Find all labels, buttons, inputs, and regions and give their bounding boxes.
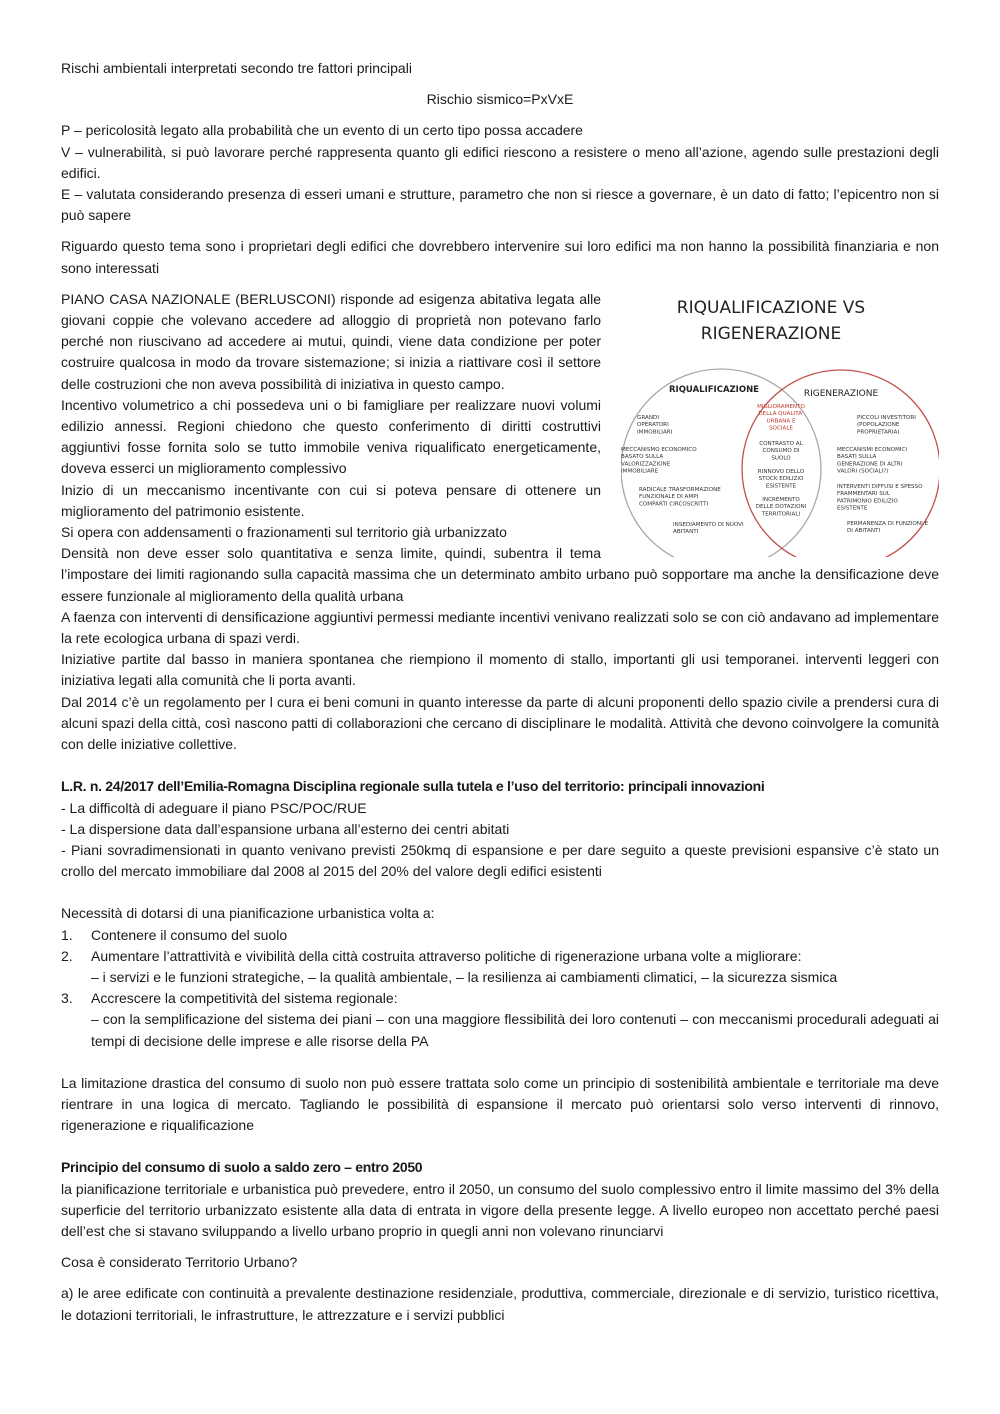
lr-bullet-1: - La difficoltà di adeguare il piano PSC/POC/RUE	[61, 799, 367, 816]
document-page	[61, 58, 939, 1326]
necessita-list	[61, 925, 939, 1052]
venn-right-item: PICCOLI INVESTITORI (POPOLAZIONE PROPRIETARIA)	[857, 414, 916, 436]
piano-casa-p8: Dal 2014 c’è un regolamento per l cura ei beni comuni in quanto interesse da parte di alcuni proponenti dello spazio civile a prendersi cura di alcuni spazi della città, così nascono patti di collaborazioni che cercano di disciplinare le modalità. Attività che devono coinvolgere la comunità con delle iniziative collettive.	[61, 693, 939, 753]
list-item-text: Aumentare l’attrattività e vivibilità della città costruita attraverso politiche di rigenerazione urbana volte a migliorare:	[91, 947, 802, 964]
piano-casa-p4: Si opera con addensamenti o frazionamenti sul territorio già urbanizzato	[61, 524, 507, 541]
venn-left-item: RADICALE TRASFORMAZIONE FUNZIONALE DI AMPI COMPARTI CIRCOSCRITTI	[639, 486, 721, 508]
territorio-answer-a: a) le aree edificate con continuità a prevalente destinazione residenziale, produttiva, commerciale, direzionale e di servizio, turistico ricettiva, le dotazioni territoriali, le infrastrutture, le attrezzature e i servizi pubblici	[61, 1285, 939, 1323]
piano-casa-p7: Iniziative partite dal basso in maniera spontanea che riempiono il momento di stallo, importanti gli usi temporanei. interventi leggeri con iniziativa legati alla comunità che li porta avanti.	[61, 651, 939, 689]
venn-center-item: CONTRASTO AL CONSUMO DI SUOLO	[759, 440, 803, 462]
list-item-number: 2.	[61, 947, 73, 964]
principio-heading: Principio del consumo di suolo a saldo zero – entro 2050	[61, 1159, 423, 1176]
lr-bullet-3: - Piani sovradimensionati in quanto venivano previsti 250kmq di espansione e per dare seguito a queste previsioni espansive c’è stato un crollo del mercato immobiliare dal 2008 al 2015 del 20% del valore degli edifici esistenti	[61, 841, 939, 880]
lr-heading: L.R. n. 24/2017 dell’Emilia-Romagna Disciplina regionale sulla tutela e l’uso del territorio: principali innovazioni	[61, 778, 765, 795]
v-factor: V – vulnerabilità, si può lavorare perché rappresenta quanto gli edifici riescono a resistere o meno all’azione, agendo sulle prestazioni degli edifici.	[61, 143, 939, 181]
list-item-number: 1.	[61, 926, 73, 943]
limitazione-paragraph: La limitazione drastica del consumo di suolo non può essere trattata solo come un principio di sostenibilità ambientale e territoriale ma deve rientrare in una logica di mercato. Tagliando le possibilità di espansione il mercato può orientarsi solo verso interventi di rinnovo, rigenerazione e riqualificazione	[61, 1074, 939, 1134]
list-item-subtext: – con la semplificazione del sistema dei piani – con una maggiore flessibilità dei loro contenuti – con meccanismi procedurali adeguati ai tempi di decisione delle imprese e alle risorse della PA	[91, 1011, 939, 1049]
list-item-text: Accrescere la competitività del sistema regionale:	[91, 990, 398, 1007]
seismic-formula: Rischio sismico=PxVxE	[426, 91, 574, 108]
e-factor: E – valutata considerando presenza di esseri umani e strutture, parametro che non si riesce a governare, è un dato di fatto; l’epicentro non si può sapere	[61, 186, 939, 224]
piano-casa-p5: Densità non deve esser solo quantitativa e senza limite, quindi, subentra il tema l’impostare dei limiti ragionando sulla capacità massima che un determinato ambito urbano può sopportare ma anche la densificazione deve essere funzionale al miglioramento della qualità urbana	[61, 545, 939, 604]
list-item-text: Contenere il consumo del suolo	[91, 926, 288, 943]
piano-casa-p6: A faenza con interventi di densificazione aggiuntivi permessi mediante incentivi venivano realizzati solo se con ciò andavano ad implementare la rete ecologica urbana di spazi verdi.	[61, 608, 939, 647]
venn-diagram-figure	[621, 289, 939, 557]
lr-bullet-2: - La dispersione data dall’espansione urbana all’esterno dei centri abitati	[61, 820, 510, 837]
owners-paragraph: Riguardo questo tema sono i proprietari degli edifici che dovrebbero intervenire sui loro edifici ma non hanno la possibilità finanziaria e non sono interessati	[61, 238, 939, 276]
venn-center-item: INCREMENTO DELLE DOTAZIONI TERRITORIALI	[755, 496, 807, 518]
venn-left-item: INSEDIAMENTO DI NUOVI ABITANTI	[673, 521, 744, 536]
territorio-question: Cosa è considerato Territorio Urbano?	[61, 1254, 298, 1271]
venn-title-line2: RIGENERAZIONE	[700, 323, 842, 344]
list-item-number: 3.	[61, 990, 73, 1007]
riqualificazione-label: RIQUALIFICAZIONE	[669, 384, 759, 395]
p-factor: P – pericolosità legato alla probabilità che un evento di un certo tipo possa accadere	[61, 122, 583, 139]
venn-center-highlight: MIGLIORAMENTO DELLA QUALITA' URBANA E SOCIALE	[757, 403, 805, 432]
venn-title-line1: RIQUALIFICAZIONE VS	[676, 297, 866, 318]
venn-left-item: GRANDI OPERATORI IMMOBILIARI	[637, 414, 673, 436]
risk-heading: Rischi ambientali interpretati secondo tre fattori principali	[61, 60, 412, 76]
venn-right-item: MECCANISMI ECONOMICI BASATI SULLA GENERAZIONE DI ALTRI VALORI (SOCIALI?)	[837, 446, 908, 475]
rigenerazione-label: RIGENERAZIONE	[803, 388, 879, 399]
piano-casa-p3: Inizio di un meccanismo incentivante con cui si poteva pensare di ottenere un miglioramento del patrimonio esistente.	[61, 481, 601, 519]
list-item	[61, 925, 939, 946]
venn-right-item: INTERVENTI DIFFUSI E SPESSO FRAMMENTARI SUL PATRIMONIO EDILIZIO ESISTENTE	[837, 483, 923, 512]
venn-right-item: PERMANENZA DI FUNZIONI E DI ABITANTI	[847, 520, 929, 535]
list-item	[61, 946, 939, 988]
piano-casa-p1: PIANO CASA NAZIONALE (BERLUSCONI) risponde ad esigenza abitativa legata alle giovani coppie che volevano accedere ad alloggio di proprietà non potevano farlo perché non riuscivano ad accedere ai mutui, quindi, viene data condizione per poter costruire qualcosa in modo da trovare sistemazione; si inizia a riattivare così il settore delle costruzioni che non aveva possibilità di iniziativa in questo campo.	[61, 290, 601, 392]
necessita-intro: Necessità di dotarsi di una pianificazione urbanistica volta a:	[61, 905, 435, 922]
principio-text: la pianificazione territoriale e urbanistica può prevedere, entro il 2050, un consumo del suolo complessivo entro il limite massimo del 3% della superficie del territorio urbanizzato esistente alla data di entrata in vigore della presente legge. A livello europeo non accettato perché paesi dell’est che si stavano sviluppando a livello urbano proprio in quegli anni non volevano rinunciarvi	[61, 1180, 939, 1239]
list-item	[61, 988, 939, 1052]
piano-casa-p2: Incentivo volumetrico a chi possedeva uni o bi famigliare per realizzare nuovi volumi edilizio annessi. Regioni chiedono che questo conferimento di diritti costruttivi aggiuntivi fosse fornita solo se tutto immobile veniva riqualificato energeticamente, doveva esserci un miglioramento complessivo	[61, 396, 601, 477]
list-item-subtext: – i servizi e le funzioni strategiche, – la qualità ambientale, – la resilienza ai cambiamenti climatici, – la sicurezza sismica	[91, 968, 838, 985]
venn-left-item: MECCANISMO ECONOMICO BASATO SULLA VALORIZZAZIONE IMMOBILIARE	[621, 446, 697, 475]
venn-center-item: RINNOVO DELLO STOCK EDILIZIO ESISTENTE	[757, 468, 805, 490]
venn-diagram	[621, 289, 939, 557]
